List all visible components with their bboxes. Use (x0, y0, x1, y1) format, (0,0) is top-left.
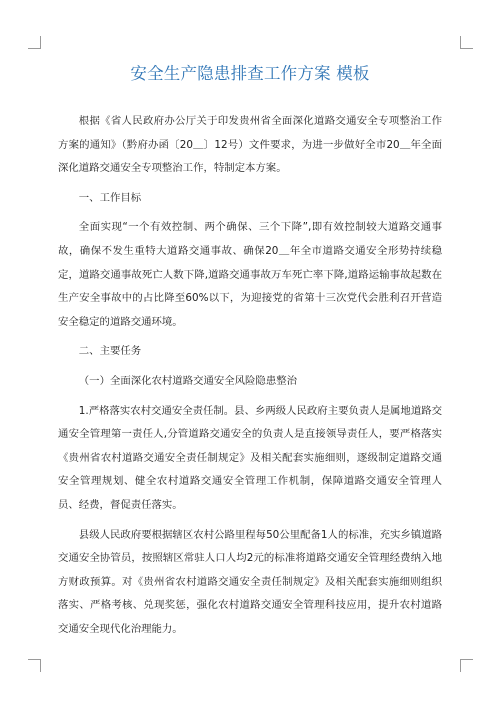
responsibility-paragraph: 1.严格落实农村交通安全责任制。县、乡两级人民政府主要负责人是属地道路交通安全管理第一责任人,分管道路交通安全的负责人是直接领导责任人，要严格落实《贵州省农村道路交通安全责任制规定》及相关配套实施细则，逐级制定道路交通安全管理规划、健全农村道路交通安全管理工作机制，保障道路交通安全管理人员、经费，督促责任落实。 (58, 404, 442, 511)
section-heading-tasks: 二、主要任务 (78, 345, 142, 358)
page-title: 安全生产隐患排查工作方案 模板 (130, 64, 370, 83)
subsection-heading-rural: （一）全面深化农村道路交通安全风险隐患整治 (78, 374, 297, 387)
county-paragraph: 县级人民政府要根据辖区农村公路里程每50公里配备1人的标准，充实乡镇道路交通安全协管员，按照辖区常驻人口人均2元的标准将道路交通安全管理经费纳入地方财政预算。对《贵州省农村道路交通安全责任制规定》及相关配套实施细则组织落实、严格考核、兑现奖惩，强化农村道路交通安全管理科技应用，提升农村道路交通安全现代化治理能力。 (58, 528, 442, 635)
crop-mark-bottom-left (28, 659, 41, 672)
crop-mark-top-left (28, 36, 41, 49)
crop-mark-bottom-right (460, 659, 473, 672)
goals-paragraph: 全面实现“一个有效控制、两个确保、三个下降”,即有效控制较大道路交通事故，确保不发生重特大道路交通事故、确保20＿年全市道路交通安全形势持续稳定，道路交通事故死亡人数下降,道路交通事故万车死亡率下降,道路运输事故起数在生产安全事故中的占比降至60%以下，为迎接党的省第十三次党代会胜利召开营造安全稳定的道路交通环境。 (58, 221, 442, 328)
intro-paragraph: 根据《省人民政府办公厅关于印发贵州省全面深化道路交通安全专项整治工作方案的通知》（黔府办函〔20＿〕12号）文件要求，为进一步做好全市20＿年全面深化道路交通安全专项整治工作，特制定本方案。 (58, 115, 442, 175)
section-heading-goals: 一、工作目标 (78, 191, 142, 204)
crop-mark-top-right (460, 36, 473, 49)
document-body (58, 110, 442, 641)
